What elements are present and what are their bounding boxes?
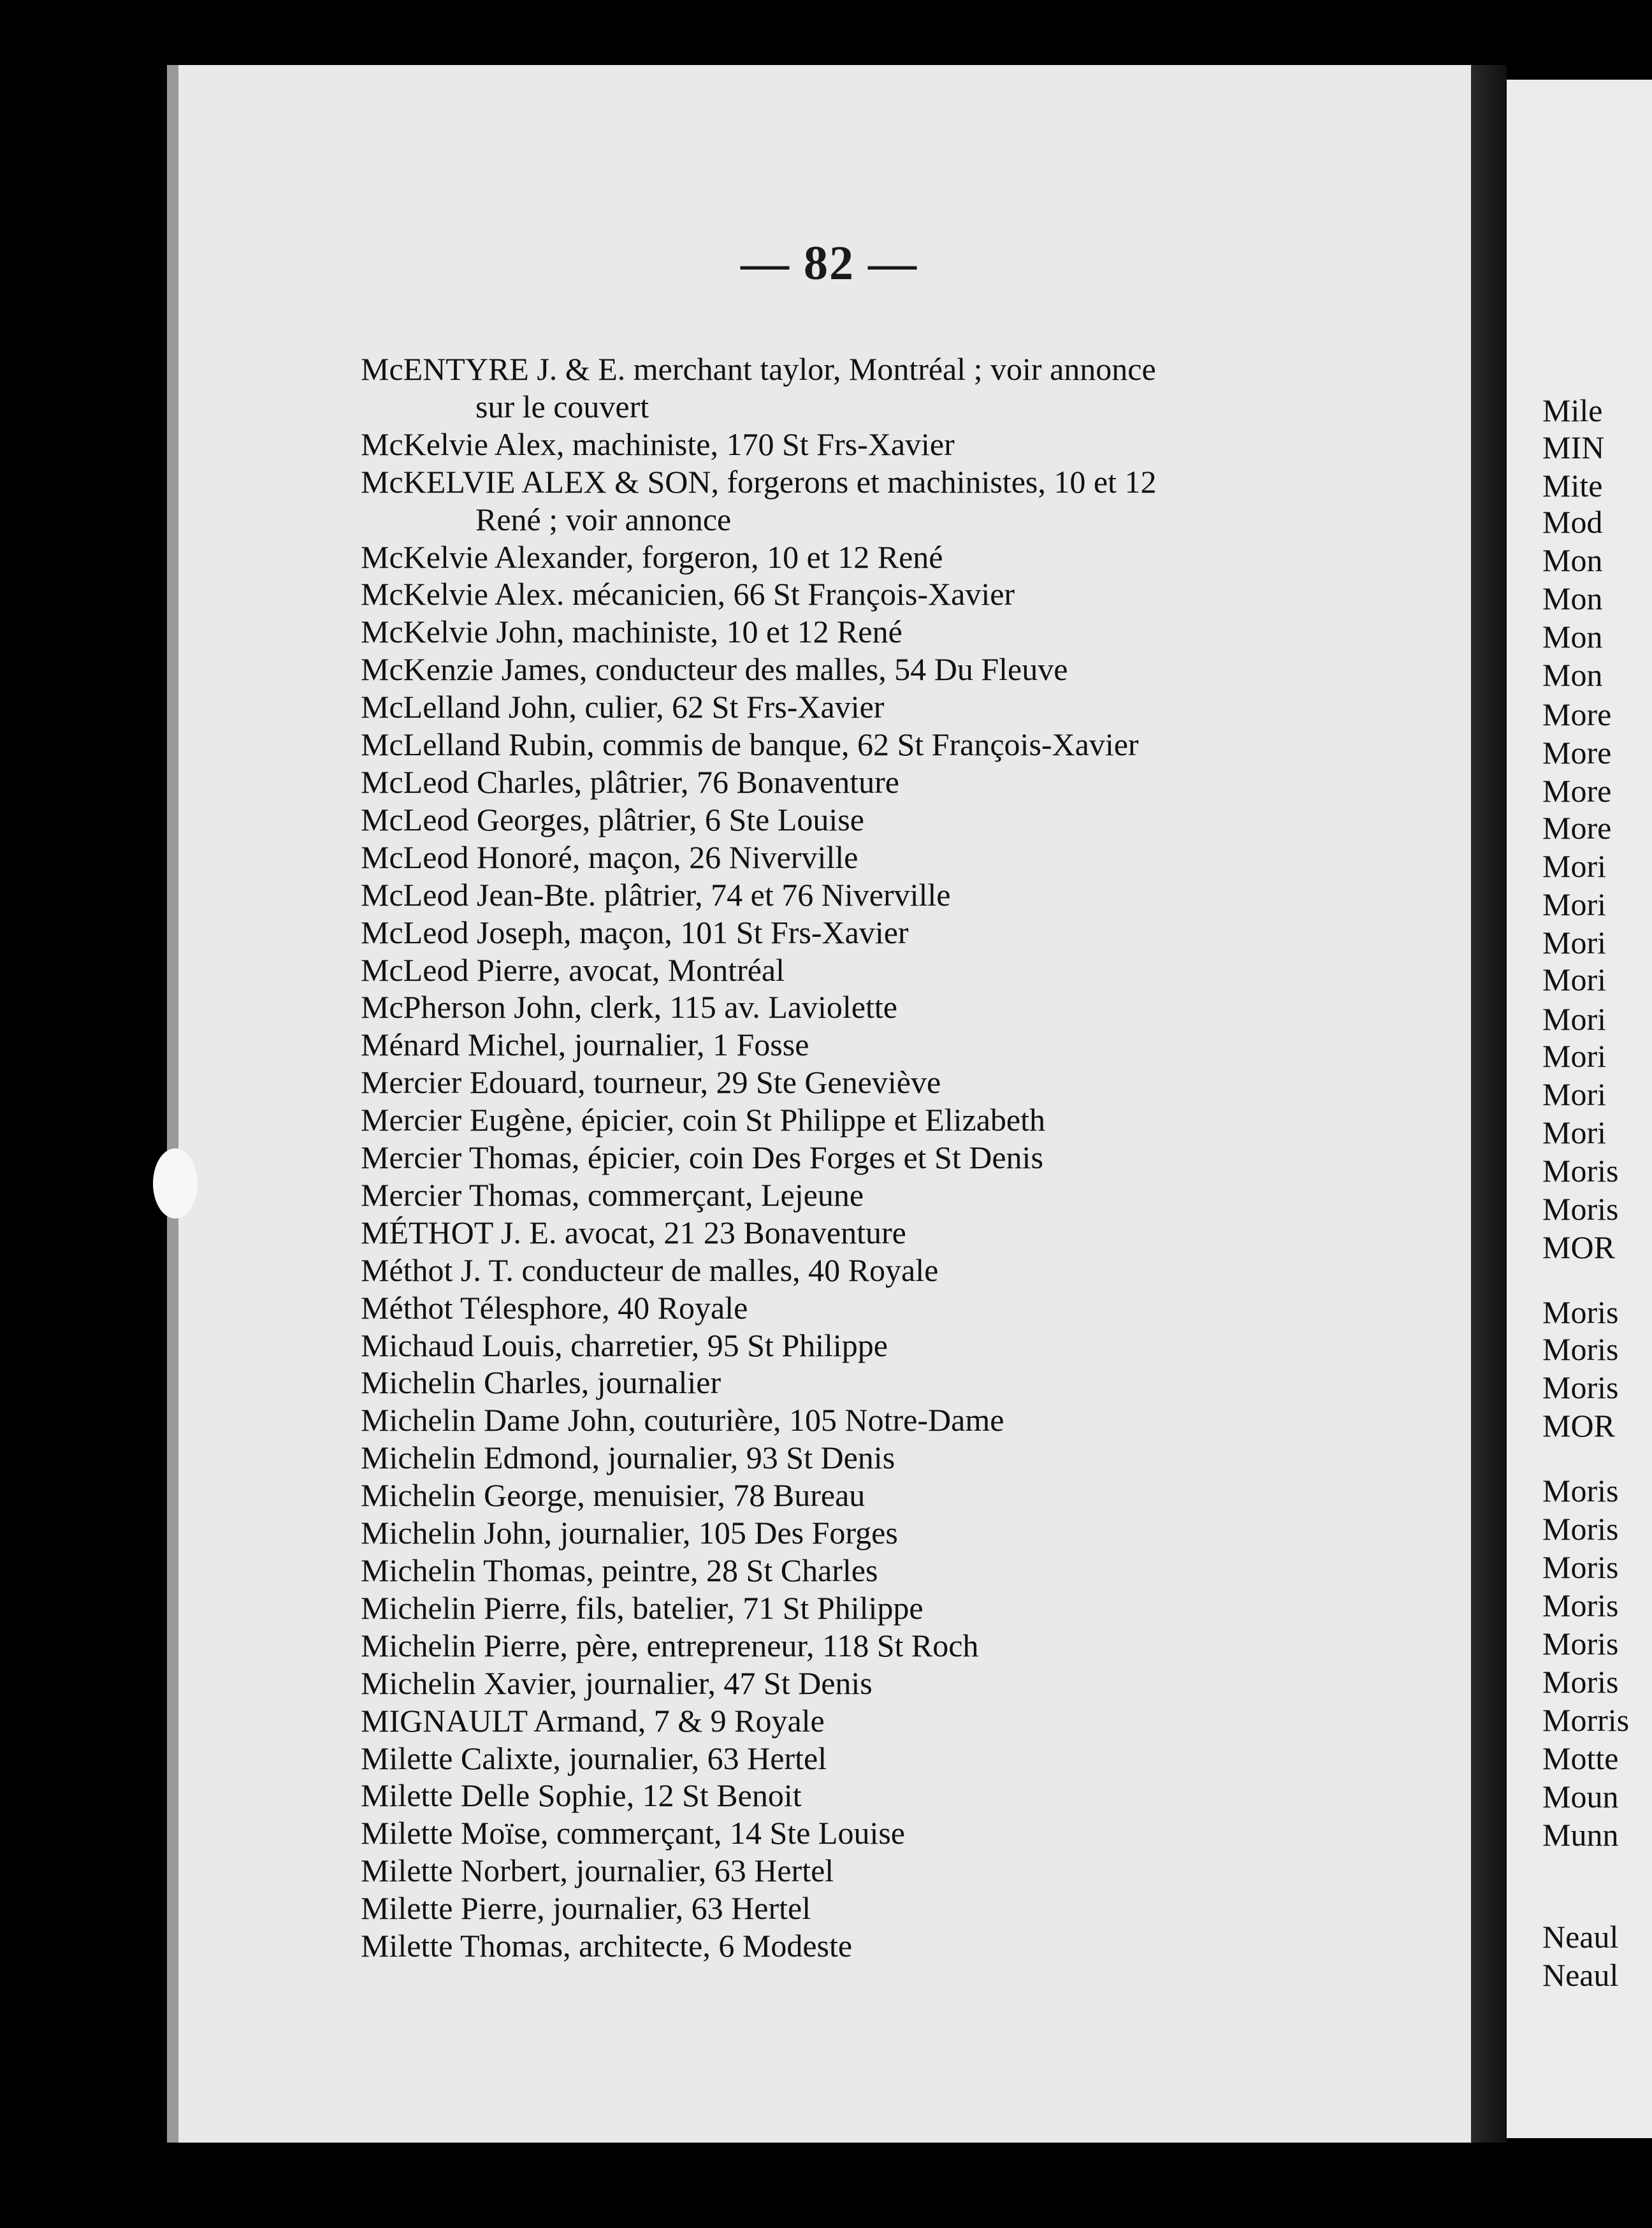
- right-page-fragment: MOR: [1542, 1408, 1615, 1443]
- right-page-fragment: Mon: [1542, 581, 1603, 616]
- directory-entry: Méthot Télesphore, 40 Royale: [361, 1289, 748, 1326]
- right-page-fragment: More: [1542, 735, 1612, 770]
- directory-entry: Mercier Eugène, épicier, coin St Philippe et Elizabeth: [361, 1102, 1045, 1138]
- right-page-fragment: More: [1542, 773, 1612, 809]
- directory-entry: Michelin Edmond, journalier, 93 St Denis: [361, 1440, 895, 1476]
- right-page-fragment: Moris: [1542, 1153, 1619, 1189]
- right-page-fragment: Mori: [1542, 962, 1606, 997]
- directory-entry: Michelin Dame John, couturière, 105 Notre-Dame: [361, 1402, 1004, 1438]
- directory-entry: McLeod Jean-Bte. plâtrier, 74 et 76 Niverville: [361, 876, 951, 913]
- right-page-fragment: Moris: [1542, 1626, 1619, 1661]
- directory-entry: Milette Pierre, journalier, 63 Hertel: [361, 1890, 811, 1927]
- directory-entry: Milette Norbert, journalier, 63 Hertel: [361, 1853, 834, 1889]
- directory-entry: Michelin John, journalier, 105 Des Forges: [361, 1515, 898, 1551]
- right-page-fragment: Mon: [1542, 619, 1603, 655]
- right-page-fragment: More: [1542, 697, 1612, 732]
- directory-entry: Milette Delle Sophie, 12 St Benoit: [361, 1777, 802, 1814]
- directory-entry: Michelin Xavier, journalier, 47 St Denis: [361, 1665, 873, 1701]
- right-page-fragment: Motte: [1542, 1740, 1619, 1776]
- directory-entry: McPherson John, clerk, 115 av. Laviolette: [361, 989, 897, 1025]
- right-page-fragment: Moris: [1542, 1549, 1619, 1585]
- directory-entry: Milette Thomas, architecte, 6 Modeste: [361, 1928, 853, 1964]
- right-page-fragment: Mori: [1542, 886, 1606, 922]
- directory-entry: McLeod Charles, plâtrier, 76 Bonaventure: [361, 763, 899, 800]
- directory-entry: MIGNAULT Armand, 7 & 9 Royale: [361, 1702, 825, 1739]
- directory-entry: McKelvie Alex, machiniste, 170 St Frs-Xavier: [361, 426, 955, 462]
- right-page-fragment: Moris: [1542, 1370, 1619, 1405]
- directory-entry: Michaud Louis, charretier, 95 St Philippe: [361, 1327, 888, 1363]
- right-page-fragment: Mile: [1542, 393, 1603, 428]
- right-page-fragment: Mon: [1542, 542, 1603, 578]
- right-page-fragment: Neaul: [1542, 1919, 1619, 1955]
- right-page-fragment: More: [1542, 810, 1612, 846]
- right-page-fragment: Mori: [1542, 1115, 1606, 1150]
- right-page-fragment: Moris: [1542, 1331, 1619, 1367]
- directory-entry: Michelin Charles, journalier: [361, 1364, 721, 1401]
- right-page-fragment: Moris: [1542, 1294, 1619, 1330]
- right-page-fragment: Mori: [1542, 925, 1606, 960]
- right-page-fragment: Mori: [1542, 1038, 1606, 1074]
- directory-entry: McLelland Rubin, commis de banque, 62 St François-Xavier: [361, 727, 1139, 763]
- entry-continuation: sur le couvert: [475, 388, 649, 424]
- directory-entry: McLeod Joseph, maçon, 101 St Frs-Xavier: [361, 914, 909, 950]
- directory-entry: McLeod Georges, plâtrier, 6 Ste Louise: [361, 801, 864, 837]
- directory-entry: Mercier Thomas, commerçant, Lejeune: [361, 1176, 864, 1213]
- directory-entry: Mercier Edouard, tourneur, 29 Ste Geneviève: [361, 1064, 941, 1101]
- right-page-fragment: MOR: [1542, 1229, 1615, 1265]
- right-page-fragment: Moris: [1542, 1191, 1619, 1227]
- right-page-fragment: Neaul: [1542, 1957, 1619, 1993]
- directory-entry: McENTYRE J. & E. merchant taylor, Montréal ; voir annonce: [361, 351, 1156, 387]
- entry-continuation: René ; voir annonce: [475, 501, 732, 537]
- directory-entry: Milette Moïse, commerçant, 14 Ste Louise: [361, 1815, 905, 1851]
- directory-entry: Mercier Thomas, épicier, coin Des Forges et St Denis: [361, 1139, 1043, 1176]
- right-page-fragment: Moun: [1542, 1779, 1619, 1814]
- right-page-fragment: MIN: [1542, 430, 1605, 465]
- right-page-fragment: Moris: [1542, 1588, 1619, 1623]
- directory-entry: McKelvie Alexander, forgeron, 10 et 12 René: [361, 539, 943, 575]
- directory-entry: Michelin Thomas, peintre, 28 St Charles: [361, 1552, 878, 1588]
- right-page-fragment: Mite: [1542, 468, 1603, 503]
- directory-entry: Michelin Pierre, fils, batelier, 71 St Philippe: [361, 1589, 924, 1626]
- right-page-fragment: Moris: [1542, 1473, 1619, 1508]
- directory-entry: McLelland John, culier, 62 St Frs-Xavier: [361, 689, 885, 725]
- directory-entries: [361, 351, 1457, 1965]
- directory-entry: Milette Calixte, journalier, 63 Hertel: [361, 1740, 827, 1776]
- right-page-fragment: Mori: [1542, 848, 1606, 884]
- directory-entry: MÉTHOT J. E. avocat, 21 23 Bonaventure: [361, 1214, 906, 1250]
- directory-entry: Michelin George, menuisier, 78 Bureau: [361, 1477, 866, 1514]
- right-page-fragment: Morris: [1542, 1702, 1630, 1738]
- directory-entry: McLeod Honoré, maçon, 26 Niverville: [361, 839, 859, 875]
- right-page-fragment: Mon: [1542, 657, 1603, 693]
- left-page: [167, 65, 1482, 2143]
- page-number: — 82 —: [741, 236, 918, 290]
- right-page-fragment: Moris: [1542, 1664, 1619, 1700]
- directory-entry: Méthot J. T. conducteur de malles, 40 Royale: [361, 1252, 939, 1288]
- right-page-fragment: Mori: [1542, 1076, 1606, 1112]
- right-page-fragment: Moris: [1542, 1511, 1619, 1547]
- directory-entry: McLeod Pierre, avocat, Montréal: [361, 951, 785, 988]
- directory-entry: Ménard Michel, journalier, 1 Fosse: [361, 1027, 809, 1063]
- directory-entry: Michelin Pierre, père, entrepreneur, 118 St Roch: [361, 1627, 979, 1663]
- right-page-fragment: Munn: [1542, 1817, 1619, 1853]
- right-page-edge: [1507, 80, 1652, 2138]
- directory-entry: McKELVIE ALEX & SON, forgerons et machinistes, 10 et 12: [361, 463, 1157, 500]
- directory-entry: McKelvie John, machiniste, 10 et 12 René: [361, 614, 902, 650]
- directory-entry: McKelvie Alex. mécanicien, 66 St François-Xavier: [361, 576, 1015, 612]
- right-page-fragment: Mod: [1542, 504, 1603, 540]
- right-page-fragment: Mori: [1542, 1001, 1606, 1037]
- directory-entry: McKenzie James, conducteur des malles, 54 Du Fleuve: [361, 651, 1068, 688]
- paper-smudge: [153, 1148, 198, 1219]
- book-gutter: [1471, 65, 1507, 2143]
